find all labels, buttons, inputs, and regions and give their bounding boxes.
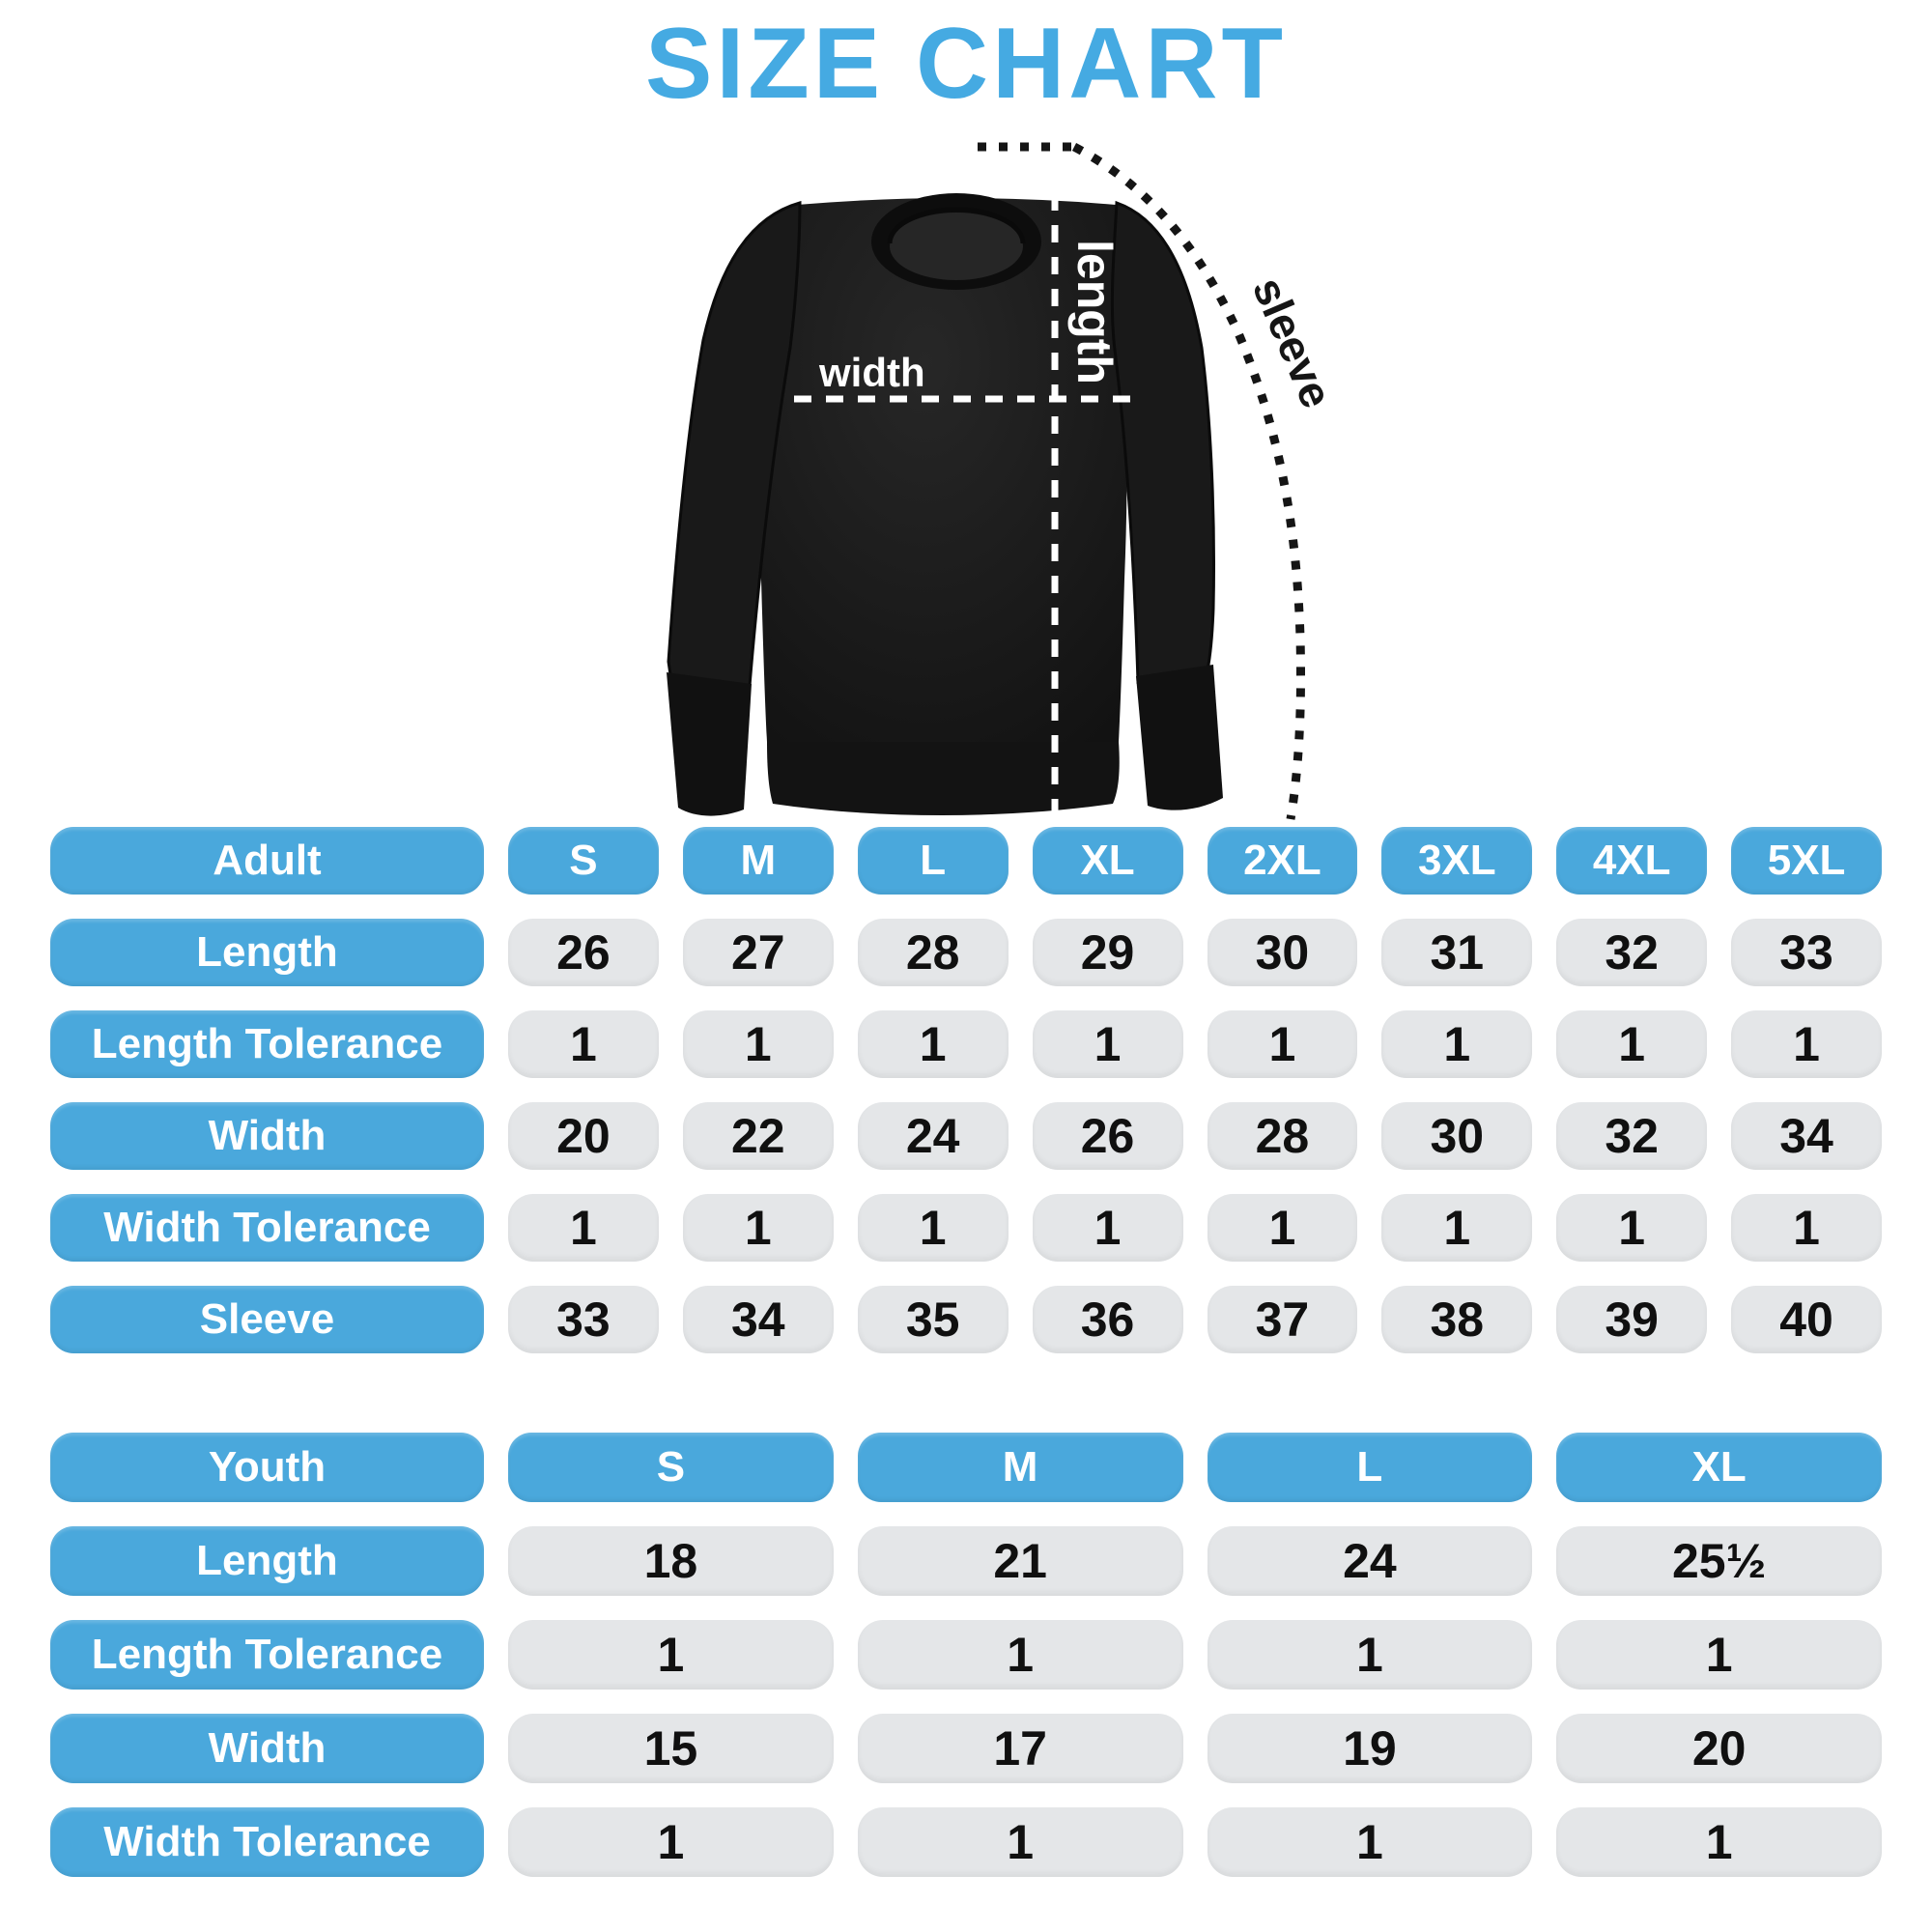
adult-header-size-5xl: 5XL (1731, 827, 1882, 895)
adult-length-value: 30 (1208, 919, 1358, 986)
youth-header-size-s: S (508, 1433, 834, 1502)
adult-header-size-l: L (858, 827, 1009, 895)
sweatshirt-measurement-diagram (599, 97, 1372, 831)
youth-length-value: 18 (508, 1526, 834, 1596)
adult-sleeve-value: 33 (508, 1286, 659, 1353)
youth-length-tolerance-value: 1 (508, 1620, 834, 1690)
adult-length-tolerance-value: 1 (1556, 1010, 1707, 1078)
adult-width-tolerance-value: 1 (683, 1194, 834, 1262)
youth-header-size-m: M (858, 1433, 1183, 1502)
adult-width-value: 32 (1556, 1102, 1707, 1170)
adult-sleeve-value: 35 (858, 1286, 1009, 1353)
sleeve-label: sleeve (1242, 270, 1343, 415)
youth-length-tolerance-value: 1 (1556, 1620, 1882, 1690)
youth-length-tolerance-value: 1 (1208, 1620, 1533, 1690)
adult-length-tolerance-value: 1 (1033, 1010, 1183, 1078)
adult-length-value: 29 (1033, 919, 1183, 986)
adult-header-size-s: S (508, 827, 659, 895)
youth-width-value: 19 (1208, 1714, 1533, 1783)
sweatshirt-left-cuff (667, 672, 752, 816)
youth-length-row-label: Length (50, 1526, 484, 1596)
youth-length-tolerance-value: 1 (858, 1620, 1183, 1690)
adult-length-tolerance-value: 1 (858, 1010, 1009, 1078)
adult-width-tolerance-value: 1 (1208, 1194, 1358, 1262)
adult-length-tolerance-value: 1 (1208, 1010, 1358, 1078)
adult-length-tolerance-value: 1 (508, 1010, 659, 1078)
adult-width-tolerance-value: 1 (1556, 1194, 1707, 1262)
adult-width-value: 20 (508, 1102, 659, 1170)
adult-width-tolerance-value: 1 (508, 1194, 659, 1262)
adult-header-size-xl: XL (1033, 827, 1183, 895)
adult-width-value: 34 (1731, 1102, 1882, 1170)
adult-sleeve-value: 34 (683, 1286, 834, 1353)
youth-length-value: 24 (1208, 1526, 1533, 1596)
adult-width-value: 28 (1208, 1102, 1358, 1170)
adult-sleeve-value: 40 (1731, 1286, 1882, 1353)
adult-length-tolerance-value: 1 (1381, 1010, 1532, 1078)
adult-width-tolerance-value: 1 (1033, 1194, 1183, 1262)
adult-width-tolerance-value: 1 (858, 1194, 1009, 1262)
adult-header-size-4xl: 4XL (1556, 827, 1707, 895)
youth-header-size-l: L (1208, 1433, 1533, 1502)
adult-header-size-m: M (683, 827, 834, 895)
adult-width-tolerance-value: 1 (1731, 1194, 1882, 1262)
youth-width-value: 15 (508, 1714, 834, 1783)
sweatshirt-right-cuff (1136, 665, 1223, 810)
youth-width-tolerance-value: 1 (508, 1807, 834, 1877)
sweatshirt-hem (767, 742, 1120, 815)
adult-length-value: 27 (683, 919, 834, 986)
youth-size-table (50, 1433, 1882, 1877)
adult-width-value: 26 (1033, 1102, 1183, 1170)
adult-sleeve-value: 39 (1556, 1286, 1707, 1353)
page-title: SIZE CHART (645, 8, 1287, 120)
adult-length-tolerance-value: 1 (1731, 1010, 1882, 1078)
adult-width-value: 30 (1381, 1102, 1532, 1170)
adult-width-value: 24 (858, 1102, 1009, 1170)
youth-width-value: 17 (858, 1714, 1183, 1783)
youth-length-value: 25½ (1556, 1526, 1882, 1596)
adult-length-value: 28 (858, 919, 1009, 986)
adult-length-row-label: Length (50, 919, 484, 986)
youth-width-tolerance-value: 1 (1208, 1807, 1533, 1877)
length-label: length (1067, 240, 1122, 384)
youth-length-value: 21 (858, 1526, 1183, 1596)
adult-sleeve-value: 38 (1381, 1286, 1532, 1353)
adult-width-row-label: Width (50, 1102, 484, 1170)
youth-header-size-xl: XL (1556, 1433, 1882, 1502)
adult-width-tolerance-value: 1 (1381, 1194, 1532, 1262)
youth-length-tolerance-row-label: Length Tolerance (50, 1620, 484, 1690)
adult-length-tolerance-row-label: Length Tolerance (50, 1010, 484, 1078)
youth-width-value: 20 (1556, 1714, 1882, 1783)
adult-size-table (50, 827, 1882, 1353)
adult-sleeve-row-label: Sleeve (50, 1286, 484, 1353)
youth-width-row-label: Width (50, 1714, 484, 1783)
adult-length-value: 26 (508, 919, 659, 986)
adult-width-tolerance-row-label: Width Tolerance (50, 1194, 484, 1262)
adult-header-size-3xl: 3XL (1381, 827, 1532, 895)
adult-width-value: 22 (683, 1102, 834, 1170)
adult-sleeve-value: 37 (1208, 1286, 1358, 1353)
youth-width-tolerance-row-label: Width Tolerance (50, 1807, 484, 1877)
adult-header-size-2xl: 2XL (1208, 827, 1358, 895)
adult-length-value: 33 (1731, 919, 1882, 986)
adult-sleeve-value: 36 (1033, 1286, 1183, 1353)
adult-length-value: 31 (1381, 919, 1532, 986)
sweatshirt-right-sleeve (1112, 203, 1213, 682)
adult-length-tolerance-value: 1 (683, 1010, 834, 1078)
adult-length-value: 32 (1556, 919, 1707, 986)
youth-width-tolerance-value: 1 (858, 1807, 1183, 1877)
sweatshirt-neck-opening (890, 213, 1023, 280)
youth-width-tolerance-value: 1 (1556, 1807, 1882, 1877)
adult-header-label: Adult (50, 827, 484, 895)
width-label: width (819, 350, 925, 395)
youth-header-label: Youth (50, 1433, 484, 1502)
